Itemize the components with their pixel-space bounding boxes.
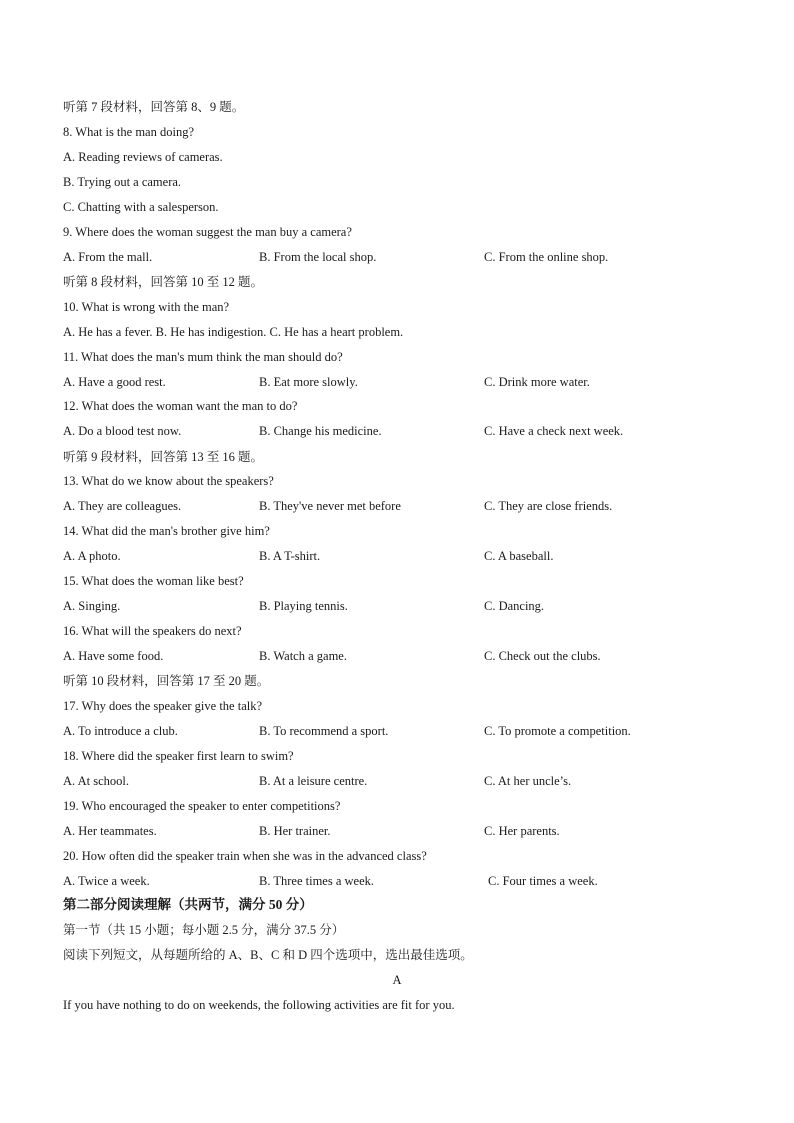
question-9-option-c: C. From the online shop. [484,250,609,264]
question-12-option-a: A. Do a blood test now. [63,424,182,438]
question-9-stem: 9. Where does the woman suggest the man buy a camera? [63,225,352,239]
passage-intro: If you have nothing to do on weekends, the following activities are fit for you. [63,998,455,1012]
question-16-stem: 16. What will the speakers do next? [63,624,242,638]
question-20-option-b: B. Three times a week. [259,874,375,888]
question-14-option-b: B. A T-shirt. [259,549,321,563]
question-10-stem: 10. What is wrong with the man? [63,300,230,314]
question-18-option-b: B. At a leisure centre. [259,774,368,788]
question-15-option-b: B. Playing tennis. [259,599,348,613]
reading-instruction: 阅读下列短文，从每题所给的 A、B、C 和 D 四个选项中，选出最佳选项。 [63,948,473,962]
part-2-title: 第二部分阅读理解（共两节，满分 50 分） [63,897,313,912]
question-8-stem: 8. What is the man doing? [63,125,194,139]
question-17-option-c: C. To promote a competition. [484,724,631,738]
question-8-option-a: A. Reading reviews of cameras. [63,150,223,164]
question-8-option-c: C. Chatting with a salesperson. [63,200,219,214]
question-11-stem: 11. What does the man's mum think the man should do? [63,350,343,364]
passage-label: A [392,973,402,987]
question-13-stem: 13. What do we know about the speakers? [63,474,274,488]
part-2-subtitle: 第一节（共 15 小题；每小题 2.5 分，满分 37.5 分） [63,923,345,937]
question-17-option-a: A. To introduce a club. [63,724,178,738]
question-13-option-b: B. They've never met before [259,499,401,513]
question-19-option-c: C. Her parents. [484,824,560,838]
question-11-option-c: C. Drink more water. [484,375,590,389]
question-12-option-c: C. Have a check next week. [484,424,624,438]
question-16-option-b: B. Watch a game. [259,649,347,663]
question-13-option-c: C. They are close friends. [484,499,613,513]
question-8-option-b: B. Trying out a camera. [63,175,182,189]
question-15-option-c: C. Dancing. [484,599,545,613]
question-19-stem: 19. Who encouraged the speaker to enter competitions? [63,799,341,813]
question-15-stem: 15. What does the woman like best? [63,574,244,588]
question-9-option-a: A. From the mall. [63,250,153,264]
question-12-stem: 12. What does the woman want the man to do? [63,399,298,413]
question-20-stem: 20. How often did the speaker train when she was in the advanced class? [63,849,427,863]
question-12-option-b: B. Change his medicine. [259,424,382,438]
question-15-option-a: A. Singing. [63,599,121,613]
question-14-option-a: A. A photo. [63,549,121,563]
question-20-option-a: A. Twice a week. [63,874,150,888]
question-18-option-c: C. At her uncle’s. [484,774,572,788]
question-14-stem: 14. What did the man's brother give him? [63,524,270,538]
question-19-option-b: B. Her trainer. [259,824,331,838]
section-heading-7: 听第 7 段材料，回答第 8、9 题。 [63,100,245,114]
question-9-option-b: B. From the local shop. [259,250,377,264]
question-10-options: A. He has a fever. B. He has indigestion. C. He has a heart problem. [63,325,404,339]
question-11-option-a: A. Have a good rest. [63,375,166,389]
section-heading-9: 听第 9 段材料，回答第 13 至 16 题。 [63,450,264,464]
question-18-option-a: A. At school. [63,774,129,788]
question-14-option-c: C. A baseball. [484,549,554,563]
question-13-option-a: A. They are colleagues. [63,499,182,513]
question-20-option-c: C. Four times a week. [488,874,598,888]
question-17-stem: 17. Why does the speaker give the talk? [63,699,263,713]
question-16-option-c: C. Check out the clubs. [484,649,601,663]
question-19-option-a: A. Her teammates. [63,824,157,838]
question-11-option-b: B. Eat more slowly. [259,375,358,389]
section-heading-10: 听第 10 段材料，回答第 17 至 20 题。 [63,674,270,688]
question-16-option-a: A. Have some food. [63,649,164,663]
section-heading-8: 听第 8 段材料，回答第 10 至 12 题。 [63,275,264,289]
question-18-stem: 18. Where did the speaker first learn to swim? [63,749,294,763]
question-17-option-b: B. To recommend a sport. [259,724,389,738]
